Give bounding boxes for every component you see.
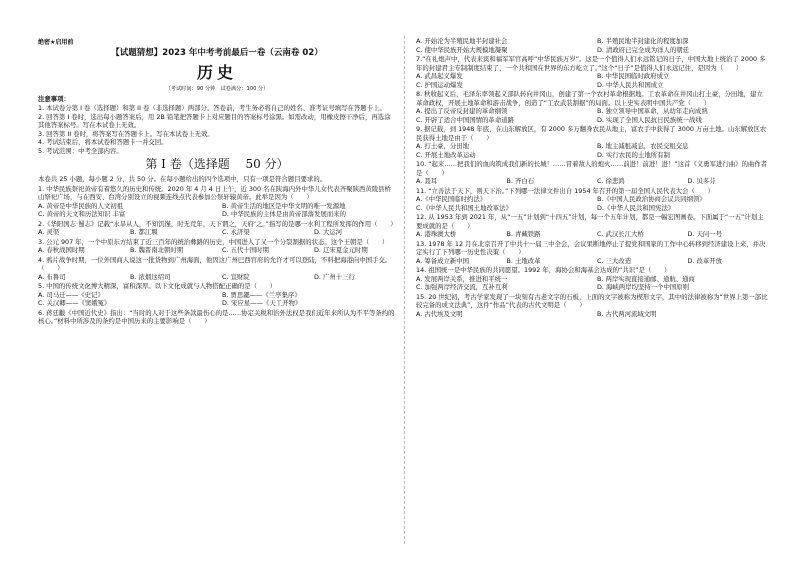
question-stem: 1. 中华民族祭祀黄帝有着悠久的历史和传统。2020 年 4 月 4 日上午，近 300 名在陕海内外中华儿女代表齐聚陕西黄陵县桥山祭祀广场，与在西安、台湾分别设立的视频连线点代表参加公祭轩辕黄帝。此举是因为（ ） (38, 184, 391, 202)
section-title: 第 I 卷（选择题 50 分） (145, 157, 289, 172)
question-item (416, 160, 768, 186)
exam-meta: （考试时间：90 分钟 试卷满分：100 分） (165, 85, 269, 92)
answer-option: D. 辽宋夏金元时期 (314, 246, 368, 255)
answer-option: A.《中华民国临时约法》 (416, 195, 487, 204)
answer-option: C. 五代十国时期 (222, 246, 269, 255)
answer-option: B. 地主减租减息，农民交租交息 (597, 142, 689, 151)
question-item (416, 37, 768, 54)
question-list (416, 37, 768, 319)
notice-item: 2. 回答第 I 卷时，选出每小题答案后，用 2B 铅笔把答题卡上对应题目的答案标号涂黑。如需改动，用橡皮擦干净后，再选涂其他答案标号。写在本试卷上无效。 (38, 112, 391, 130)
answer-option: D. 天问一号 (687, 230, 723, 239)
answer-option: C. 开辟了适合中国国情的革命道路 (416, 115, 514, 124)
answer-option: D. 实行农民的土地所有制 (597, 150, 670, 159)
question-stem: 14. 祖国统一是中华民族的共同愿望。1992 年，海协会和海基会达成的“共识”是（ ） (416, 266, 671, 275)
option-group (38, 273, 396, 282)
question-stem: 8. 秋收起义后，毛泽东率领起义部队转向井冈山，创建了第一个农村革命根据地。工农革命在井冈山打土豪，分田地，建立革命政权，开展土地革命和游击战争，创造了“工农武装割据”的局面。以上史实表明中国共产党（ ） (416, 90, 763, 107)
section-intro: 本卷共 25 小题，每小题 2 分，共 50 分。在每小题给出的四个选项中，只有一项是符合题目要求的。 (38, 175, 327, 184)
question-item (416, 90, 768, 124)
answer-option: B. 贾思勰——《兰亭集序》 (222, 290, 301, 299)
answer-option: D. 实现了全国人民抗日民族统一战线 (597, 115, 702, 124)
right-column (416, 36, 768, 319)
notice-item: 5. 考试范围：中考全部内容。 (38, 146, 123, 155)
question-stem: 2.《华阳国志·蜀志》记载“水旱从人，不知饥馑，时无荒年，天下谓之，天府’之。”指写的是哪一水利工程所发挥的作用（ ） (38, 219, 397, 228)
notice-item: 1. 本试卷分第 I 卷（选择题）和第 II 卷（非选择题）两部分。答卷前，考生务必将自己的姓名、准考证号填写在答题卡上。 (38, 103, 386, 112)
question-stem: 5. 中国的传统文化博大精深，富积深厚。以下文化成就与人物搭配正确的是（ ） (38, 282, 277, 291)
question-item (416, 213, 768, 239)
answer-option: D. 贝多芬 (687, 177, 716, 186)
question-stem: 9. 据记载，到 1948 年底，在山东解放区，有 2000 多万翻身农民从地主，富农手中获得了 3000 万亩土地。山东解放区农民获得土地是由于（ ） (416, 125, 767, 142)
question-list (38, 185, 396, 326)
answer-option: C. 徐悲鸿 (597, 177, 625, 186)
answer-option: B. 都江堰 (130, 228, 158, 237)
answer-option: A. 聂耳 (416, 177, 438, 186)
notice-item: 3. 回答第 II 卷时，将答案写在答题卡上。写在本试卷上无效。 (38, 129, 214, 138)
option-group (416, 310, 768, 319)
answer-option: C. 使中华民族开始大规模地凝聚 (416, 45, 508, 54)
question-item (416, 187, 768, 213)
question-stem: 15. 20 世纪初，考古学家发现了一块刻有古老文字的石板，上面的文字被称为楔形文字，其中的法律被称为“世界上第一部比较完备的成文法典”，这件“作品”代表的古代文明是（ ） (416, 292, 768, 310)
column-divider (404, 36, 405, 544)
notice-item: 4. 考试结束后，将本试卷和答题卡一并交回。 (38, 138, 168, 147)
subject-title: 历史 (196, 63, 237, 83)
answer-option: D. 宋应星——《天工开物》 (222, 299, 302, 308)
answer-option: A. 春秋战国时期 (38, 246, 85, 255)
option-group (416, 37, 768, 54)
question-item (416, 55, 768, 89)
answer-option: B. 独立领导中国革命，从幼年走向成熟 (597, 107, 708, 116)
notice-list (38, 104, 396, 155)
answer-option: D. 中华人民共和国成立 (597, 80, 664, 89)
question-stem: 10. “起来……把我们的血肉筑成我们新的长城！……冒着敌人的炮火……前进！前进！进！”这首《义勇军进行曲》的曲作者是（ ） (416, 160, 768, 177)
question-stem: 3. 公元 907 年，一个中原东方结束了近三百年的统治彝路的历史，中国进入了又一个分裂割据的状态。这个王朝是（ ） (38, 237, 389, 246)
secret-mark: 绝密★启用前 (38, 39, 74, 46)
question-item (38, 309, 396, 326)
answer-option: A. 司马迁——《史记》 (38, 290, 104, 299)
answer-option: B. 两岸实现直接通邮、通航、通商 (597, 274, 695, 283)
answer-option: B. 齐白石 (506, 177, 535, 186)
answer-option: C. 开展土地改革运动 (416, 150, 476, 159)
answer-option: D. 改革开放 (687, 256, 723, 265)
answer-option: C. 武汉长江大桥 (597, 230, 644, 239)
answer-option: D. 海峡两岸均坚持一个中国原则 (597, 283, 690, 292)
question-item (416, 240, 768, 266)
question-stem: 4. 鸦片战争时期，一位外国商人说这一批货物到广州海面，他因这广州巴西官府的允许才可以登陆，不料把海港向中国手交。（ ） (38, 255, 392, 273)
option-group (38, 202, 396, 219)
question-stem: 7.“在礼炮声中，代表来宾和福军军官高呼“中华民族万岁”。这是一个值得人们永远铭记的日子，中国大地上统治了 2000 多年的封建君主专制制度结束了，一个共和国在世界的东方屹立了。”这个“日子”是值得人们永远记住，是因为（ ） (416, 55, 766, 72)
option-group (416, 195, 768, 212)
answer-option: B. 青藏铁路 (506, 230, 541, 239)
answer-option: A. 港珠澳大桥 (416, 230, 457, 239)
answer-option: A. 提出了反帝反封建的革命纲领 (416, 107, 508, 116)
question-item (416, 293, 768, 319)
answer-option: B. 古代两河流域文明 (597, 309, 657, 318)
question-stem: 6. 蒋廷黻《中国近代史》指出：“当时的人对于这些条款最伤心的是……协定关税和治外法权是我们近年来所认为不平等条约的核心。”材料中所涉及的条约是中国历来的主要影响是（ ） (38, 308, 395, 326)
answer-option: D.《中华人民共和国宪法》 (597, 203, 675, 212)
option-group (416, 177, 768, 186)
question-stem: 12. 从 1953 年到 2021 年，从“一五”计划到“十四五”计划，每一个五年计划，都是一幅宏图画卷。下面属于“一五”计划主要成就的是（ ） (416, 213, 764, 230)
answer-option: A. 布鲁司 (38, 272, 66, 281)
answer-option: C. 三大改造 (597, 256, 632, 265)
answer-option: A. 武昌起义爆发 (416, 72, 463, 81)
answer-option: B. 黄帝生活的地区是中华文明的唯一发源地 (222, 201, 346, 210)
answer-option: C. 黄帝的天文和历法知识 丰富 (38, 210, 126, 219)
answer-option: A. 筹备成立新中国 (416, 256, 470, 265)
answer-option: B. 半殖民地半封建化的程度加深 (597, 37, 689, 45)
option-group (416, 107, 768, 124)
question-item (38, 256, 396, 282)
question-item (38, 238, 396, 255)
option-group (38, 246, 396, 255)
option-group (416, 142, 768, 159)
answer-option: B.《中国人民政治协商会议共同纲领》 (597, 195, 706, 204)
answer-option: A. 古代埃及文明 (416, 309, 463, 318)
answer-option: D. 清政府已完全成为洋人的朝廷 (597, 45, 690, 54)
answer-option: B. 魏晋南北朝时期 (130, 246, 184, 255)
notice-heading: 注意事项： (38, 95, 70, 104)
answer-option: D. 大运河 (314, 228, 343, 237)
option-group (38, 291, 396, 308)
question-item (416, 125, 768, 159)
answer-option: A. 发展两岸关系，推进和平统一 (416, 274, 508, 283)
answer-option: A. 灵渠 (38, 228, 60, 237)
answer-option: C. 加强两岸经济交流，互补互利 (416, 283, 508, 292)
answer-option: C. 永济渠 (222, 228, 250, 237)
answer-option: A. 打土豪，分田地 (416, 142, 470, 151)
answer-option: B. 浓烟这绍司 (130, 272, 171, 281)
answer-option: B. 中华民国临时政府成立 (597, 72, 670, 81)
option-group (416, 230, 768, 239)
option-group (416, 275, 768, 292)
answer-option: C. 宣财院 (222, 272, 250, 281)
question-item (416, 266, 768, 292)
answer-option: A. 黄帝是中华民族的人文初祖 (38, 201, 124, 210)
exam-title: 【试题猜想】2023 年中考考前最后一卷（云南卷 02） (111, 48, 323, 58)
question-stem: 13. 1978 年 12 月在北京召开了中共十一届三中全会，会议果断地停止了提党和国家的工作中心转移到经济建设上来，并决定实行了下列哪一历史性决策（ ） (416, 239, 766, 257)
answer-option: C. 关汉卿——《窦娥冤》 (38, 299, 111, 308)
answer-option: D. 广州十三行 (314, 272, 355, 281)
option-group (38, 228, 396, 237)
question-item (38, 282, 396, 308)
answer-option: D. 中华民族的主体是由黄帝部落发展而来的 (222, 210, 347, 219)
question-item (38, 220, 396, 237)
answer-option: B. 土地改革 (506, 256, 541, 265)
option-group (416, 257, 768, 266)
question-stem: 11. “立善法于天下，则天下治。”下列哪一法律文件出自 1954 年召开的第一届全国人民代表大会（ ） (416, 186, 714, 195)
question-item (38, 185, 396, 219)
answer-option: A. 开始沦为半殖民地半封建社会 (416, 37, 508, 45)
answer-option: C. 护国运动爆发 (416, 80, 463, 89)
answer-option: C.《中华人民共和国土地改革法》 (416, 203, 512, 212)
left-column (38, 36, 396, 326)
option-group (416, 72, 768, 89)
